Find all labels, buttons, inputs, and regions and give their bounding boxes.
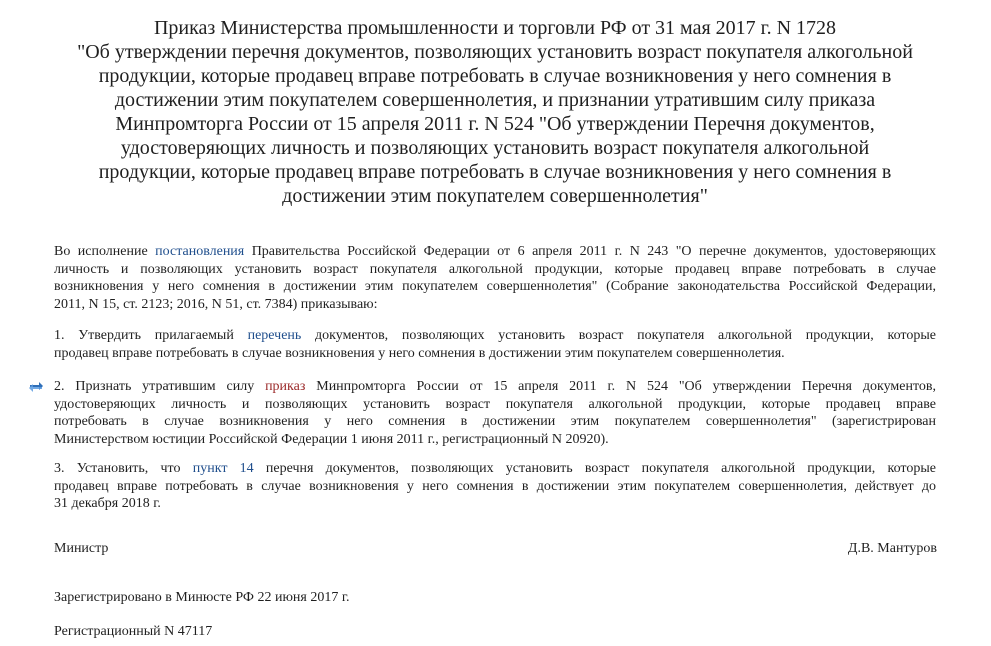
prikaz-link[interactable]: приказ — [265, 379, 306, 394]
paragraph-line: возникновения у него сомнения в достижении этим покупателем совершеннолетия" (Собрание законодательства Российской Федерации, — [54, 279, 936, 294]
signatory-name: Д.В. Мантуров — [847, 541, 937, 556]
title-line: удостоверяющих личность и позволяющих установить возраст покупателя алкогольной — [120, 137, 870, 159]
signatory-position: Министр — [54, 541, 109, 556]
item-2-paragraph — [54, 378, 936, 448]
paragraph-line: Министерством юстиции Российской Федерации 1 июня 2011 г., регистрационный N 20920). — [54, 431, 609, 447]
intro-paragraph — [54, 243, 936, 313]
paragraph-line: личность и позволяющих установить возраст покупателя алкогольной продукции, которые продавец вправе потребовать в случае — [54, 261, 936, 277]
title-line: "Об утверждении перечня документов, позволяющих установить возраст покупателя алкогольной — [77, 41, 913, 63]
item-3-paragraph — [54, 460, 936, 513]
document-title — [40, 16, 950, 208]
item-1-paragraph — [54, 327, 936, 362]
title-line: достижении этим покупателем совершеннолетия, и признании утратившим силу приказа — [114, 89, 876, 111]
paragraph-line: 2011, N 15, ст. 2123; 2016, N 51, ст. 7384) приказываю: — [54, 296, 378, 312]
registration-number: Регистрационный N 47117 — [54, 624, 213, 639]
paragraph-line: 31 декабря 2018 г. — [54, 496, 161, 511]
paragraph-line: потребовать в случае возникновения у него сомнения в достижении этим покупателем совершеннолетия" (зарегистрирован — [54, 414, 936, 429]
paragraph-line: 3. Установить, что пункт 14 перечня документов, позволяющих установить возраст покупателя алкогольной продукции, которые — [54, 461, 936, 476]
title-line: продукции, которые продавец вправе потребовать в случае возникновения у него сомнения в — [98, 65, 892, 87]
punkt-14-link[interactable]: пункт 14 — [192, 461, 254, 476]
registration-date: Зарегистрировано в Минюсте РФ 22 июня 2017 г. — [54, 590, 350, 605]
title-line: Минпромторга России от 15 апреля 2011 г. N 524 "Об утверждении Перечня документов, — [115, 113, 875, 135]
paragraph-line: продавец вправе потребовать в случае возникновения у него сомнения в достижении этим покупателем совершеннолетия. — [54, 345, 785, 361]
title-line: достижении этим покупателем совершеннолетия" — [282, 185, 708, 207]
title-line: Приказ Министерства промышленности и торговли РФ от 31 мая 2017 г. N 1728 — [153, 17, 837, 39]
perechen-link[interactable]: перечень — [247, 328, 302, 343]
paragraph-line: 2. Признать утратившим силу приказ Минпромторга России от 15 апреля 2011 г. N 524 "Об утверждении Перечня документов, — [54, 379, 936, 394]
paragraph-line: удостоверяющих личность и позволяющих установить возраст покупателя алкогольной продукции, которые продавец вправе — [54, 396, 936, 412]
paragraph-line: Во исполнение постановления Правительства Российской Федерации от 6 апреля 2011 г. N 243 "О перечне документов, удостоверяющих — [54, 244, 936, 259]
title-line: продукции, которые продавец вправе потребовать в случае возникновения у него сомнения в — [98, 161, 892, 183]
paragraph-line: 1. Утвердить прилагаемый перечень документов, позволяющих установить возраст покупателя алкогольной продукции, которые — [54, 328, 936, 343]
postanovlenie-link[interactable]: постановления — [155, 244, 245, 259]
paragraph-line: продавец вправе потребовать в случае возникновения у него сомнения в достижении этим покупателем совершеннолетия, действует до — [54, 478, 936, 494]
revision-arrows-icon[interactable] — [28, 380, 44, 394]
